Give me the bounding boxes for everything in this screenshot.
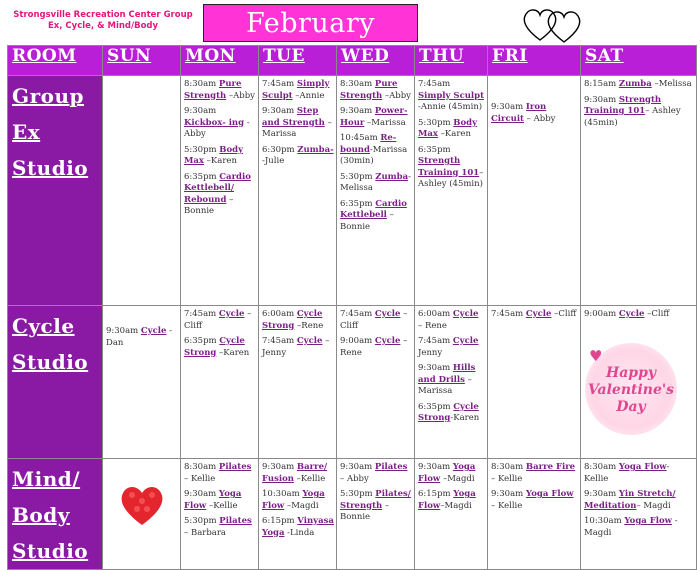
class-instructor: – Magdi	[636, 500, 671, 511]
class-entry	[491, 309, 578, 321]
class-name-link[interactable]: Vinyasa Yoga	[262, 516, 334, 538]
month-title-box	[203, 4, 418, 42]
class-instructor: – Marissa	[262, 117, 332, 139]
class-name-link[interactable]: Cycle	[374, 309, 401, 319]
header-fri: FRI	[488, 46, 581, 76]
class-instructor: – Ashley (45min)	[418, 167, 484, 189]
class-entry	[418, 363, 485, 398]
cell-mind-body-sat	[581, 459, 697, 570]
class-instructor: – Kellie	[491, 500, 523, 511]
class-name-link[interactable]: Cardio Kettlebell	[340, 198, 407, 220]
cell-mind-body-thu	[415, 459, 488, 570]
class-name-link[interactable]: Pure Strength	[184, 79, 242, 101]
class-name-link[interactable]: Yoga Flow	[624, 516, 672, 526]
class-instructor: –Melissa	[651, 79, 692, 89]
class-instructor: – Abby	[340, 473, 369, 484]
class-entry	[418, 489, 485, 512]
class-time: 6:35pm	[184, 171, 217, 182]
class-instructor: –Kellie	[206, 500, 238, 511]
class-entry	[584, 462, 694, 485]
room-group-ex	[8, 76, 103, 306]
class-entry	[184, 172, 256, 218]
class-name-link[interactable]: Zumba-	[297, 144, 334, 155]
class-entry	[262, 489, 334, 512]
cell-cycle-sun	[103, 306, 181, 459]
class-name-link[interactable]: Zumba	[618, 79, 652, 89]
schedule-table	[7, 45, 697, 570]
class-instructor: -Abby	[184, 117, 250, 139]
class-name-link[interactable]: Iron Circuit	[491, 102, 547, 124]
class-name-link[interactable]: Cycle	[374, 336, 401, 346]
class-instructor: –Cliff	[644, 309, 670, 319]
class-entry	[418, 336, 485, 359]
class-name-link[interactable]: Cycle Strong	[262, 309, 323, 331]
class-instructor: – Abby	[523, 113, 556, 124]
class-instructor: – Rene	[340, 336, 408, 358]
class-name-link[interactable]: Cardio Kettlebell/ Rebound	[184, 171, 251, 205]
class-time: 6:35pm	[418, 401, 451, 412]
class-entry	[584, 95, 694, 130]
class-instructor: – Bonnie	[340, 500, 390, 522]
class-time: 6:35pm	[340, 198, 373, 209]
class-instructor: -Marissa (30min)	[340, 144, 408, 166]
room-cycle	[8, 306, 103, 459]
cell-cycle-mon	[181, 306, 259, 459]
class-name-link[interactable]: Simply Sculpt	[262, 79, 330, 101]
class-entry	[418, 462, 485, 485]
class-name-link[interactable]: Hills and Drills	[418, 363, 476, 385]
class-name-link[interactable]: Yoga Flow	[262, 489, 325, 511]
class-instructor: – Cliff	[184, 309, 252, 331]
cell-group-ex-fri	[488, 76, 581, 306]
class-time: 8:15am	[584, 79, 617, 89]
class-instructor: -Magdi	[584, 516, 678, 538]
month-title: February	[245, 7, 376, 39]
class-time: 9:00am	[584, 309, 617, 319]
class-time: 9:30am	[184, 489, 217, 499]
class-name-link[interactable]: Pilates/ Strength	[340, 489, 411, 511]
class-name-link[interactable]: Cycle Strong	[418, 401, 479, 423]
class-time: 9:30am	[418, 363, 451, 373]
class-entry	[262, 106, 334, 141]
cell-mind-body-mon	[181, 459, 259, 570]
class-entry	[340, 106, 412, 129]
header-thu: THU	[415, 46, 488, 76]
class-instructor: – Marissa	[418, 374, 472, 396]
class-instructor: – Cliff	[340, 309, 408, 331]
class-name-link[interactable]: Strength Training 101	[418, 156, 480, 178]
class-entry	[340, 462, 412, 485]
class-time: 5:30pm	[340, 489, 373, 499]
cell-mind-body-tue	[259, 459, 337, 570]
class-entry	[262, 145, 334, 168]
class-name-link[interactable]: Simply Sculpt	[418, 90, 485, 101]
class-entry	[584, 309, 694, 321]
header-tue: TUE	[259, 46, 337, 76]
class-entry	[106, 326, 178, 349]
room-word: Studio	[12, 156, 89, 180]
class-entry	[184, 489, 256, 512]
header-mon: MON	[181, 46, 259, 76]
cell-group-ex-mon	[181, 76, 259, 306]
class-name-link[interactable]: Pure Strength	[340, 79, 398, 101]
room-word: Ex	[12, 120, 41, 144]
class-name-link[interactable]: Yoga Flow	[184, 489, 242, 511]
class-time: 9:30am	[106, 326, 139, 336]
class-time: 5:30pm	[418, 117, 451, 128]
class-instructor: –Kellie	[293, 473, 326, 484]
class-entry	[340, 133, 412, 168]
org-line-1: Strongsville Recreation Center Group	[13, 10, 193, 20]
class-instructor: – Kellie	[491, 473, 523, 484]
cell-group-ex-sun	[103, 76, 181, 306]
class-time: 6:35pm	[418, 144, 451, 155]
class-name-link[interactable]: Power- Hour	[340, 106, 408, 128]
class-instructor: –Marissa	[364, 117, 406, 128]
class-instructor: –Annie	[292, 90, 325, 101]
class-instructor: –Cliff	[551, 309, 577, 319]
class-instructor: -Annie (45min)	[418, 102, 483, 112]
class-instructor: -Julie	[262, 156, 285, 166]
class-time: 9:30am	[418, 462, 451, 472]
cell-cycle-sat	[581, 306, 697, 459]
class-time: 9:30am	[491, 489, 524, 499]
class-entry	[340, 336, 412, 359]
room-mind-body	[8, 459, 103, 570]
class-entry	[340, 79, 412, 102]
room-word: Body	[12, 503, 70, 527]
class-time: 7:45am	[262, 336, 295, 346]
class-time: 6:00am	[418, 309, 451, 319]
cell-mind-body-sun	[103, 459, 181, 570]
class-name-link[interactable]: Pilates	[219, 516, 252, 526]
class-entry	[418, 79, 485, 114]
class-instructor: –Magdi	[284, 500, 319, 511]
class-entry	[184, 336, 256, 359]
class-entry	[262, 462, 334, 485]
class-instructor: –Rene	[294, 320, 324, 331]
class-instructor: –Abby	[382, 90, 411, 101]
valentine-heart-icon	[585, 343, 677, 435]
class-instructor: Jenny	[418, 347, 443, 358]
class-time: 9:30am	[340, 106, 373, 116]
class-time: 10:30am	[262, 489, 300, 499]
class-entry	[491, 462, 578, 485]
class-instructor: – Rene	[418, 320, 447, 331]
class-time: 9:30am	[340, 462, 373, 472]
class-instructor: –Karen	[437, 129, 471, 139]
class-instructor: – Bonnie	[184, 194, 234, 216]
class-time: 7:45am	[262, 79, 295, 89]
class-name-link[interactable]: Pilates	[218, 462, 252, 472]
header-sun: SUN	[103, 46, 181, 76]
header-room: ROOM	[8, 46, 103, 76]
class-time: 9:30am	[184, 106, 217, 116]
class-time: 7:45am	[340, 309, 373, 319]
class-name-link[interactable]: Pilates	[374, 462, 408, 472]
class-time: 8:30am	[340, 79, 373, 89]
class-instructor: -Linda	[284, 527, 315, 538]
class-time: 7:45am	[184, 309, 217, 319]
class-name-link[interactable]: Cycle	[452, 336, 479, 346]
red-heart-icon	[117, 481, 167, 527]
class-time: 9:30am	[584, 94, 617, 105]
class-entry	[184, 106, 256, 141]
class-name-link[interactable]: Cycle Strong	[184, 336, 245, 358]
header-sat: SAT	[581, 46, 697, 76]
class-instructor: –Karen	[216, 347, 250, 358]
class-name-link[interactable]: Cycle	[452, 309, 479, 319]
class-instructor: –Magdi	[440, 473, 475, 484]
room-word: Studio	[12, 539, 89, 563]
class-time: 9:30am	[584, 489, 617, 499]
class-instructor: –Abby	[226, 90, 255, 101]
class-entry	[491, 102, 578, 125]
cell-cycle-tue	[259, 306, 337, 459]
class-entry	[584, 489, 694, 512]
room-word: Studio	[12, 350, 89, 374]
class-time: 5:30pm	[340, 171, 373, 182]
class-name-link[interactable]: Cycle	[218, 309, 245, 319]
class-time: 7:45am	[491, 309, 524, 319]
class-entry	[184, 309, 256, 332]
class-time: 9:00am	[340, 336, 373, 346]
class-instructor: -Melissa	[340, 171, 412, 193]
class-name-link[interactable]: Body Max	[184, 144, 244, 166]
class-entry	[584, 516, 694, 539]
class-name-link[interactable]: Barre/ Fusion	[262, 462, 328, 484]
class-time: 9:30am	[491, 102, 524, 112]
class-entry	[184, 79, 256, 102]
class-instructor: -Dan	[106, 326, 173, 348]
class-name-link[interactable]: Yoga Flow	[618, 462, 667, 472]
class-time: 9:30am	[262, 106, 295, 116]
class-entry	[340, 489, 412, 524]
class-name-link[interactable]: Yoga Flow	[418, 489, 476, 511]
cell-cycle-wed	[337, 306, 415, 459]
class-name-link[interactable]: Step and Strength	[262, 106, 325, 128]
class-entry	[418, 402, 485, 425]
class-name-link[interactable]: Strength Training 101	[584, 94, 662, 116]
class-entry	[184, 462, 256, 485]
class-instructor: – Kellie	[184, 473, 216, 484]
class-instructor: –Karen	[203, 156, 237, 166]
small-heart-icon: ♥	[589, 346, 603, 365]
class-name-link[interactable]: Cycle	[618, 309, 645, 319]
class-name-link[interactable]: Cycle	[140, 326, 167, 336]
org-line-2: Ex, Cycle, & Mind/Body	[47, 21, 159, 31]
valentine-text: Happy Valentine's Day	[587, 364, 675, 415]
outline-hearts-icon	[520, 4, 590, 44]
class-instructor: – Jenny	[262, 336, 330, 358]
class-time: 9:30am	[262, 462, 295, 472]
class-time: 10:45am	[340, 133, 378, 143]
cell-group-ex-tue	[259, 76, 337, 306]
class-name-link[interactable]: Cycle	[525, 309, 552, 319]
class-entry	[340, 309, 412, 332]
class-entry	[418, 145, 485, 191]
class-instructor: – Barbara	[184, 527, 226, 538]
row-group-ex	[8, 76, 697, 306]
row-mind-body	[8, 459, 697, 570]
cell-cycle-thu	[415, 306, 488, 459]
class-entry	[418, 118, 485, 141]
class-name-link[interactable]: Barre Fire	[525, 462, 576, 472]
class-instructor: – Ashley (45min)	[584, 106, 681, 128]
class-time: 5:30pm	[184, 516, 217, 526]
cell-group-ex-thu	[415, 76, 488, 306]
header-row	[8, 46, 697, 76]
class-name-link[interactable]: Zumba	[375, 171, 409, 182]
class-name-link[interactable]: Kickbox- ing	[184, 117, 245, 128]
class-entry	[418, 309, 485, 332]
class-time: 10:30am	[584, 516, 622, 526]
cell-cycle-fri	[488, 306, 581, 459]
room-word: Group	[12, 84, 84, 108]
class-time: 8:30am	[184, 462, 217, 472]
class-entry	[184, 516, 256, 539]
class-instructor: –Magdi	[440, 500, 472, 511]
class-time: 7:45am	[418, 336, 451, 346]
class-time: 6:15pm	[418, 489, 451, 499]
class-entry	[262, 516, 334, 539]
class-name-link[interactable]: Re- bound	[340, 133, 397, 155]
class-name-link[interactable]: Yoga Flow	[418, 462, 476, 484]
cell-mind-body-wed	[337, 459, 415, 570]
cell-mind-body-fri	[488, 459, 581, 570]
class-entry	[262, 336, 334, 359]
class-entry	[491, 489, 578, 512]
class-time: 8:30am	[184, 79, 217, 89]
class-name-link[interactable]: Cycle	[296, 336, 323, 346]
row-cycle	[8, 306, 697, 459]
class-entry	[184, 145, 256, 168]
cell-group-ex-sat	[581, 76, 697, 306]
class-time: 8:30am	[491, 462, 524, 472]
class-entry	[584, 79, 694, 91]
class-time: 6:15pm	[262, 516, 295, 526]
class-entry	[340, 199, 412, 234]
class-time: 6:35pm	[184, 336, 217, 346]
class-time: 5:30pm	[184, 144, 217, 155]
cell-group-ex-wed	[337, 76, 415, 306]
class-name-link[interactable]: Yoga Flow	[525, 489, 574, 499]
class-instructor: – Bonnie	[340, 210, 394, 232]
room-word: Cycle	[12, 314, 75, 338]
class-name-link[interactable]: Yin Stretch/ Meditation	[584, 489, 676, 511]
class-time: 8:30am	[584, 462, 617, 472]
class-entry	[262, 79, 334, 102]
class-entry	[340, 172, 412, 195]
class-time: 6:00am	[262, 309, 295, 319]
room-word: Mind/	[12, 467, 81, 491]
org-heading	[8, 10, 198, 32]
class-instructor: - Kellie	[584, 462, 670, 484]
class-instructor: -Karen	[450, 413, 480, 423]
header-wed: WED	[337, 46, 415, 76]
class-entry	[262, 309, 334, 332]
class-time: 7:45am	[418, 79, 451, 89]
class-time: 6:30pm	[262, 144, 295, 155]
class-name-link[interactable]: Body Max	[418, 117, 478, 139]
